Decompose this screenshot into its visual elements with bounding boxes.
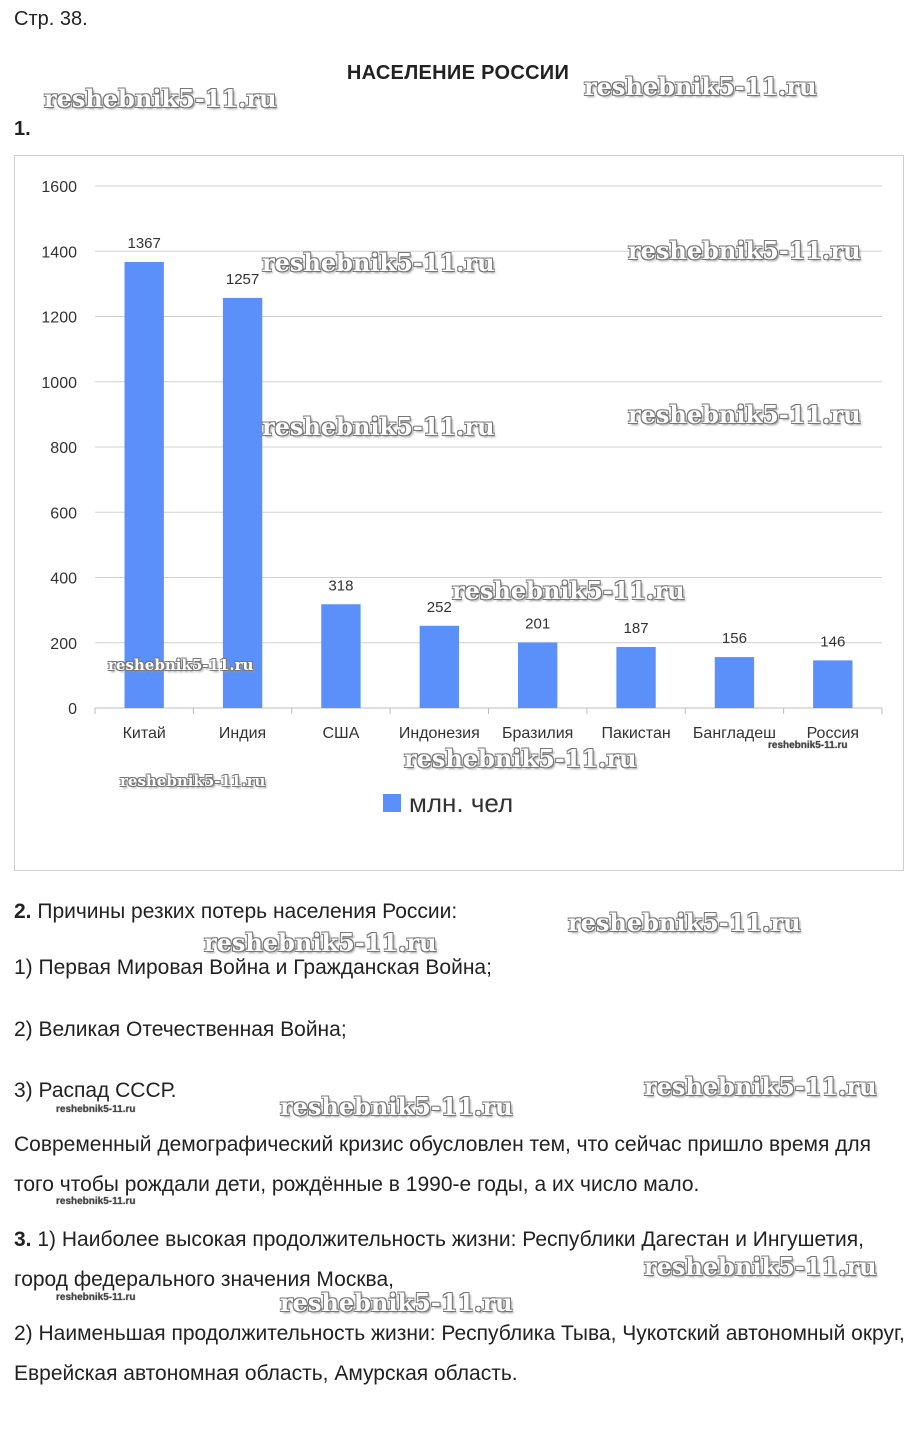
- watermark: reshebnik5-11.ru: [56, 1104, 136, 1115]
- y-tick-label: 800: [50, 440, 77, 457]
- task-3-number: 3.: [14, 1228, 32, 1251]
- x-tick-label: Бразилия: [502, 725, 574, 742]
- y-tick-label: 1600: [41, 179, 77, 196]
- task-2-number: 2.: [14, 900, 32, 923]
- task-3-item-1: [14, 1220, 914, 1300]
- data-label: 201: [525, 615, 551, 633]
- legend-swatch: [383, 794, 401, 812]
- task-1-number: 1.: [14, 118, 31, 140]
- page-title: НАСЕЛЕНИЕ РОССИИ: [346, 62, 570, 84]
- watermark: reshebnik5-11.ru: [204, 928, 437, 957]
- watermark: reshebnik5-11.ru: [628, 400, 861, 429]
- data-label: 1257: [225, 270, 260, 288]
- watermark: reshebnik5-11.ru: [628, 236, 861, 265]
- watermark: reshebnik5-11.ru: [120, 772, 266, 790]
- watermark: reshebnik5-11.ru: [262, 412, 495, 441]
- watermark: reshebnik5-11.ru: [280, 1288, 513, 1317]
- watermark: reshebnik5-11.ru: [768, 740, 848, 751]
- task-3-item-1-text: 1) Наиболее высокая продолжительность жизни: Республики Дагестан и Ингушетия, город федерального значения Москва,: [14, 1228, 864, 1291]
- bar: [321, 604, 360, 708]
- page-number: Стр. 38.: [14, 8, 88, 30]
- bar: [420, 626, 459, 708]
- y-tick-label: 400: [50, 570, 77, 588]
- x-tick-label: США: [322, 725, 360, 742]
- watermark: reshebnik5-11.ru: [56, 1196, 136, 1207]
- bar: [125, 262, 164, 708]
- watermark: reshebnik5-11.ru: [262, 248, 495, 277]
- task-2-intro: Причины резких потерь населения России:: [37, 900, 458, 923]
- watermark: reshebnik5-11.ru: [280, 1092, 513, 1121]
- watermark: reshebnik5-11.ru: [108, 656, 254, 674]
- watermark: reshebnik5-11.ru: [44, 84, 277, 113]
- watermark: reshebnik5-11.ru: [584, 72, 817, 101]
- legend-label: млн. чел: [409, 788, 514, 818]
- task-3-item-2: 2) Наименьшая продолжительность жизни: Республика Тыва, Чукотский автономный округ, Еврейская автономная область, Амурская область.: [14, 1322, 905, 1385]
- watermark: reshebnik5-11.ru: [644, 1252, 877, 1281]
- x-tick-label: Пакистан: [601, 725, 671, 742]
- watermark: reshebnik5-11.ru: [404, 744, 637, 773]
- bar: [715, 657, 754, 708]
- x-tick-label: Китай: [122, 725, 166, 742]
- y-tick-label: 1400: [41, 244, 77, 262]
- x-tick-label: Бангладеш: [692, 725, 776, 742]
- task-2-heading: [14, 900, 457, 924]
- task-2-item-3: 3) Распад СССР.: [14, 1079, 177, 1102]
- data-label: 187: [623, 619, 649, 637]
- x-tick-label: Индонезия: [398, 725, 480, 742]
- bar: [813, 660, 852, 708]
- task-2-item-2: 2) Великая Отечественная Война;: [14, 1018, 347, 1041]
- task-2-item-1: 1) Первая Мировая Война и Гражданская Война;: [14, 956, 492, 979]
- watermark: reshebnik5-11.ru: [56, 1292, 136, 1303]
- task-2-paragraph: Современный демографический кризис обусловлен тем, что сейчас пришло время для того чтобы рождали дети, рождённые в 1990-е годы, а их число мало.: [14, 1133, 872, 1196]
- watermark: reshebnik5-11.ru: [568, 908, 801, 937]
- data-label: 318: [328, 577, 354, 595]
- y-tick-label: 1000: [41, 374, 77, 392]
- chart-frame: [14, 155, 904, 871]
- y-tick-label: 200: [50, 635, 77, 653]
- watermark: reshebnik5-11.ru: [644, 1072, 877, 1101]
- bar: [616, 647, 655, 708]
- data-label: 1367: [127, 235, 161, 253]
- watermark: reshebnik5-11.ru: [452, 576, 685, 605]
- population-bar-chart: [15, 156, 903, 870]
- y-tick-label: 600: [50, 505, 77, 523]
- data-label: 252: [426, 598, 452, 616]
- bar: [518, 642, 557, 708]
- y-tick-label: 0: [68, 701, 77, 718]
- y-tick-label: 1200: [41, 309, 77, 327]
- data-label: 156: [721, 630, 747, 648]
- x-tick-label: Россия: [806, 725, 860, 742]
- bar: [223, 298, 262, 708]
- data-label: 146: [820, 633, 846, 651]
- x-tick-label: Индия: [218, 725, 267, 742]
